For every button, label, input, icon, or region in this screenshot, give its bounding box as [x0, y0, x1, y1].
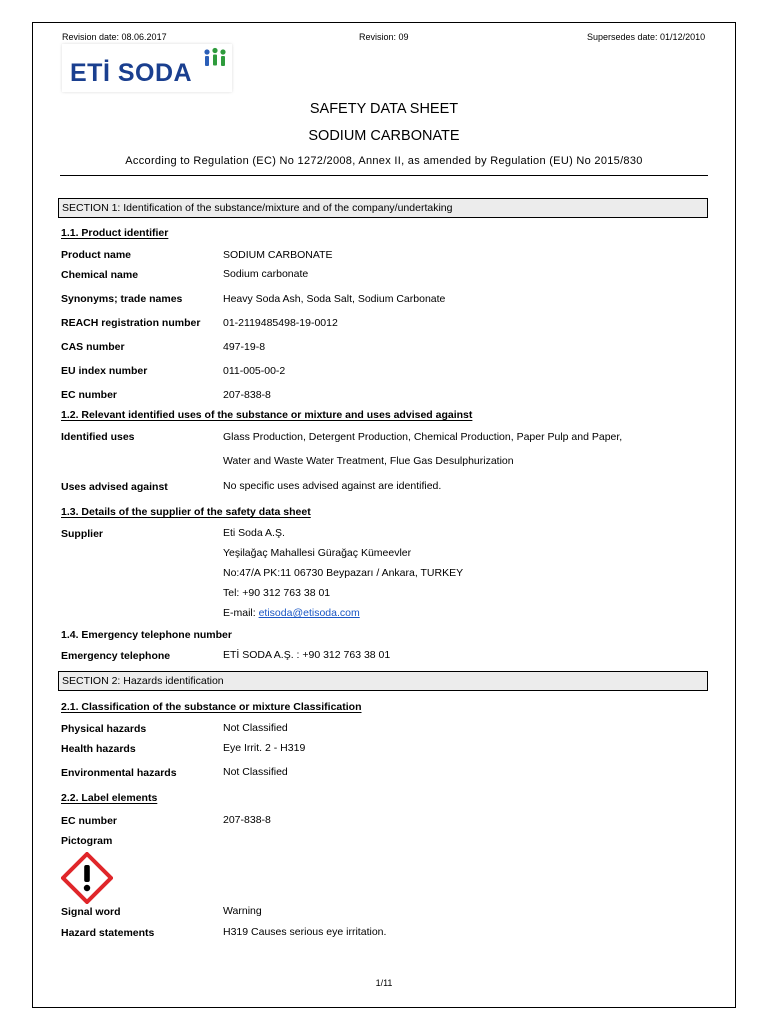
subsection-1-3-heading: 1.3. Details of the supplier of the safety data sheet — [61, 506, 311, 518]
cas-number-label: CAS number — [61, 341, 125, 353]
supersedes-date: Supersedes date: 01/12/2010 — [587, 32, 706, 42]
product-name-value: SODIUM CARBONATE — [223, 249, 333, 261]
eti-soda-logo — [62, 44, 232, 92]
reach-number-label: REACH registration number — [61, 317, 201, 329]
label-ec-number-label: EC number — [61, 815, 118, 827]
emergency-telephone-value: ETİ SODA A.Ş. : +90 312 763 38 01 — [223, 649, 391, 661]
eu-index-label: EU index number — [61, 365, 148, 377]
label-ec-number-value: 207-838-8 — [223, 814, 271, 826]
pictogram-label: Pictogram — [61, 835, 113, 847]
environmental-hazards-value: Not Classified — [223, 766, 288, 778]
emergency-telephone-label: Emergency telephone — [61, 650, 171, 662]
eu-index-value: 011-005-00-2 — [223, 365, 286, 377]
section-1-heading: SECTION 1: Identification of the substance/mixture and of the company/undertaking — [58, 198, 708, 218]
subsection-1-1-heading: 1.1. Product identifier — [61, 227, 169, 239]
subsection-1-4-heading: 1.4. Emergency telephone number — [61, 629, 232, 641]
subsection-1-2-heading: 1.2. Relevant identified uses of the substance or mixture and uses advised against — [61, 409, 473, 421]
supplier-address-2: No:47/A PK:11 06730 Beypazarı / Ankara, TURKEY — [223, 567, 464, 579]
supplier-email-line — [223, 607, 360, 619]
physical-hazards-label: Physical hazards — [61, 723, 147, 735]
environmental-hazards-label: Environmental hazards — [61, 767, 177, 779]
identified-uses-label: Identified uses — [61, 431, 135, 443]
subsection-2-1-heading: 2.1. Classification of the substance or mixture Classification — [61, 701, 362, 713]
identified-uses-line-2: Water and Waste Water Treatment, Flue Gas Desulphurization — [223, 455, 514, 467]
ec-number-value: 207-838-8 — [223, 389, 271, 401]
cas-number-value: 497-19-8 — [223, 341, 266, 353]
page-number: 1/11 — [375, 978, 393, 988]
section-2-heading: SECTION 2: Hazards identification — [58, 671, 708, 691]
regulation-line: According to Regulation (EC) No 1272/2008, Annex II, as amended by Regulation (EU) No 2015/830 — [125, 155, 643, 167]
product-name-label: Product name — [61, 249, 132, 261]
health-hazards-value: Eye Irrit. 2 - H319 — [223, 742, 306, 754]
supplier-address-1: Yeşilağaç Mahallesi Gürağaç Kümeevler — [223, 547, 412, 559]
hazard-statements-value: H319 Causes serious eye irritation. — [223, 926, 387, 938]
subsection-2-2-heading: 2.2. Label elements — [61, 792, 158, 804]
email-prefix: E-mail: — [223, 607, 259, 619]
synonyms-value: Heavy Soda Ash, Soda Salt, Sodium Carbonate — [223, 293, 446, 305]
supplier-label: Supplier — [61, 528, 104, 540]
signal-word-label: Signal word — [61, 906, 121, 918]
revision-date: Revision date: 08.06.2017 — [62, 32, 167, 42]
logo-text: ETİ SODA — [70, 59, 193, 87]
title-divider — [60, 175, 708, 176]
document-title: SAFETY DATA SHEET — [309, 101, 459, 117]
product-title: SODIUM CARBONATE — [308, 128, 460, 144]
supplier-name: Eti Soda A.Ş. — [223, 527, 285, 539]
identified-uses-line-1: Glass Production, Detergent Production, Chemical Production, Paper Pulp and Paper, — [223, 431, 623, 443]
health-hazards-label: Health hazards — [61, 743, 136, 755]
physical-hazards-value: Not Classified — [223, 722, 288, 734]
ec-number-label: EC number — [61, 389, 118, 401]
signal-word-value: Warning — [223, 905, 262, 917]
supplier-phone: Tel: +90 312 763 38 01 — [223, 587, 331, 599]
uses-advised-against-label: Uses advised against — [61, 481, 168, 493]
synonyms-label: Synonyms; trade names — [61, 293, 183, 305]
revision-number: Revision: 09 — [359, 32, 409, 42]
exclamation-mark-ghs-icon — [61, 852, 113, 904]
chemical-name-label: Chemical name — [61, 269, 139, 281]
uses-advised-against-value: No specific uses advised against are identified. — [223, 480, 442, 492]
email-link[interactable]: etisoda@etisoda.com — [258, 607, 360, 619]
people-figures-icon — [202, 47, 228, 83]
reach-number-value: 01-2119485498-19-0012 — [223, 317, 338, 329]
hazard-statements-label: Hazard statements — [61, 927, 155, 939]
chemical-name-value: Sodium carbonate — [223, 268, 309, 280]
